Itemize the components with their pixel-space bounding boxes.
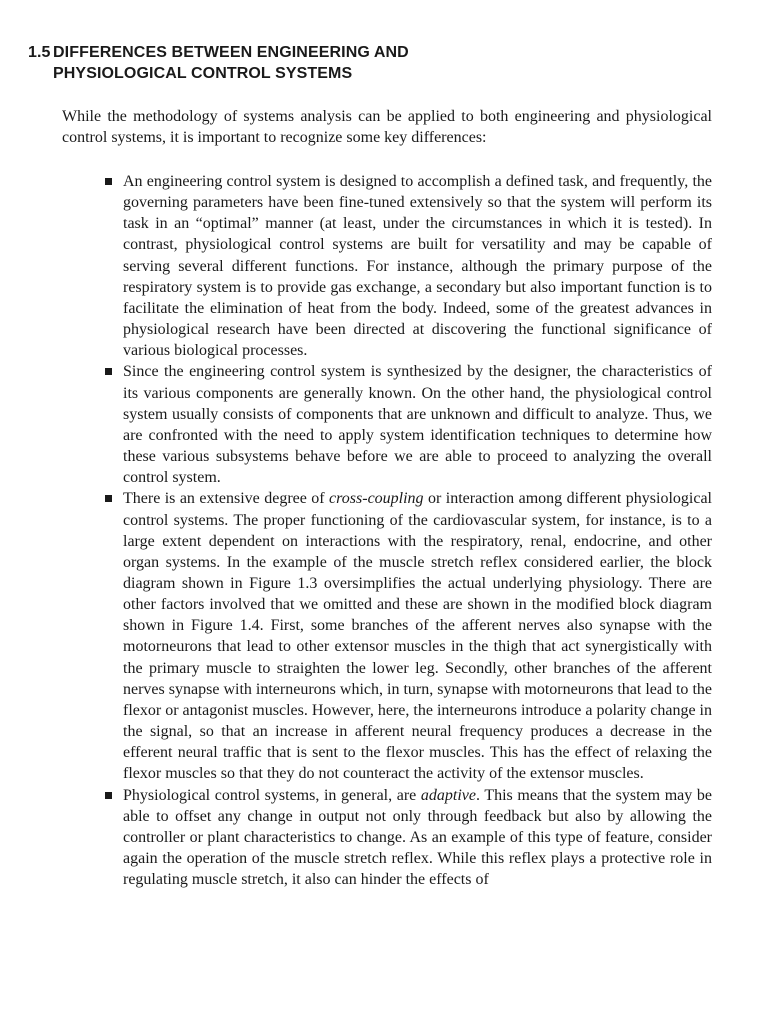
- section-number: 1.5: [28, 44, 51, 61]
- list-item-text-start: There is an extensive degree of: [123, 490, 330, 508]
- list-item-text-rest: or interaction among different physiological control systems. The proper functioning of the cardiovascular system, for instance, is to a large extent dependent on interactions with the respiratory, renal, endocrine, and other organ systems. In the example of the muscle stretch reflex considered earlier, the block diagram shown in Figure 1.3 oversimplifies the actual underlying physiology. There are other factors involved that we omitted and these are shown in the modified block diagram shown in Figure 1.4. First, some branches of the afferent nerves also synapse with the motorneurons that lead to other extensor muscles in the thigh that act synergistically with the primary muscle to straighten the lower leg. Secondly, other branches of the afferent nerves synapse with interneurons which, in turn, synapse with motorneurons that lead to the flexor or antagonist muscles. However, here, the interneurons introduce a polarity change in the signal, so that an increase in afferent neural frequency produces a decrease in the efferent neural traffic that is sent to the flexor muscles. This has the effect of relaxing the flexor muscles so that they do not counteract the activity of the extensor muscles.: [123, 490, 712, 783]
- differences-list: [103, 171, 712, 890]
- square-bullet-icon: [105, 792, 112, 799]
- list-item: [103, 171, 712, 361]
- section-heading: [28, 42, 728, 84]
- list-item-text: Since the engineering control system is synthesized by the designer, the characteristics of its various components are generally known. On the other hand, the physiological control system usually consists of components that are unknown and difficult to analyze. Thus, we are confronted with the need to apply system identification techniques to determine how these various subsystems behave before we are able to proceed to analyzing the overall control system.: [123, 363, 712, 487]
- square-bullet-icon: [105, 368, 112, 375]
- section-title-line-1: DIFFERENCES BETWEEN ENGINEERING AND: [53, 44, 409, 61]
- list-item-text-rest: . This means that the system may be able to offset any change in output not only through feedback but also by allowing the controller or plant characteristics to change. As an example of this type of feature, consider again the operation of the muscle stretch reflex. While this reflex plays a protective role in regulating muscle stretch, it also can hinder the effects of: [123, 786, 712, 889]
- list-item-text: An engineering control system is designed to accomplish a defined task, and frequently, the governing parameters have been fine-tuned extensively so that the system will perform its task in an “optimal” manner (at least, under the circumstances in which it is tested). In contrast, physiological control systems are built for versatility and may be capable of serving several different functions. For instance, although the primary purpose of the respiratory system is to provide gas exchange, a secondary but also important function is to facilitate the elimination of heat from the body. Indeed, some of the greatest advances in physiological research have been directed at discovering the functional significance of various biological processes.: [123, 173, 712, 360]
- emphasized-term: cross-coupling: [329, 490, 424, 508]
- list-item-text-start: Physiological control systems, in general, are: [123, 786, 421, 804]
- list-item-text: [123, 490, 712, 782]
- square-bullet-icon: [105, 178, 112, 185]
- section-title-line-2: PHYSIOLOGICAL CONTROL SYSTEMS: [53, 65, 353, 82]
- list-item-text: [123, 787, 712, 889]
- emphasized-term: adaptive: [420, 786, 476, 804]
- list-item: [103, 488, 712, 784]
- intro-paragraph: While the methodology of systems analysis can be applied to both engineering and physiological control systems, it is important to recognize some key differences:: [62, 108, 712, 146]
- list-item: [103, 785, 712, 891]
- square-bullet-icon: [105, 495, 112, 502]
- list-item: [103, 361, 712, 488]
